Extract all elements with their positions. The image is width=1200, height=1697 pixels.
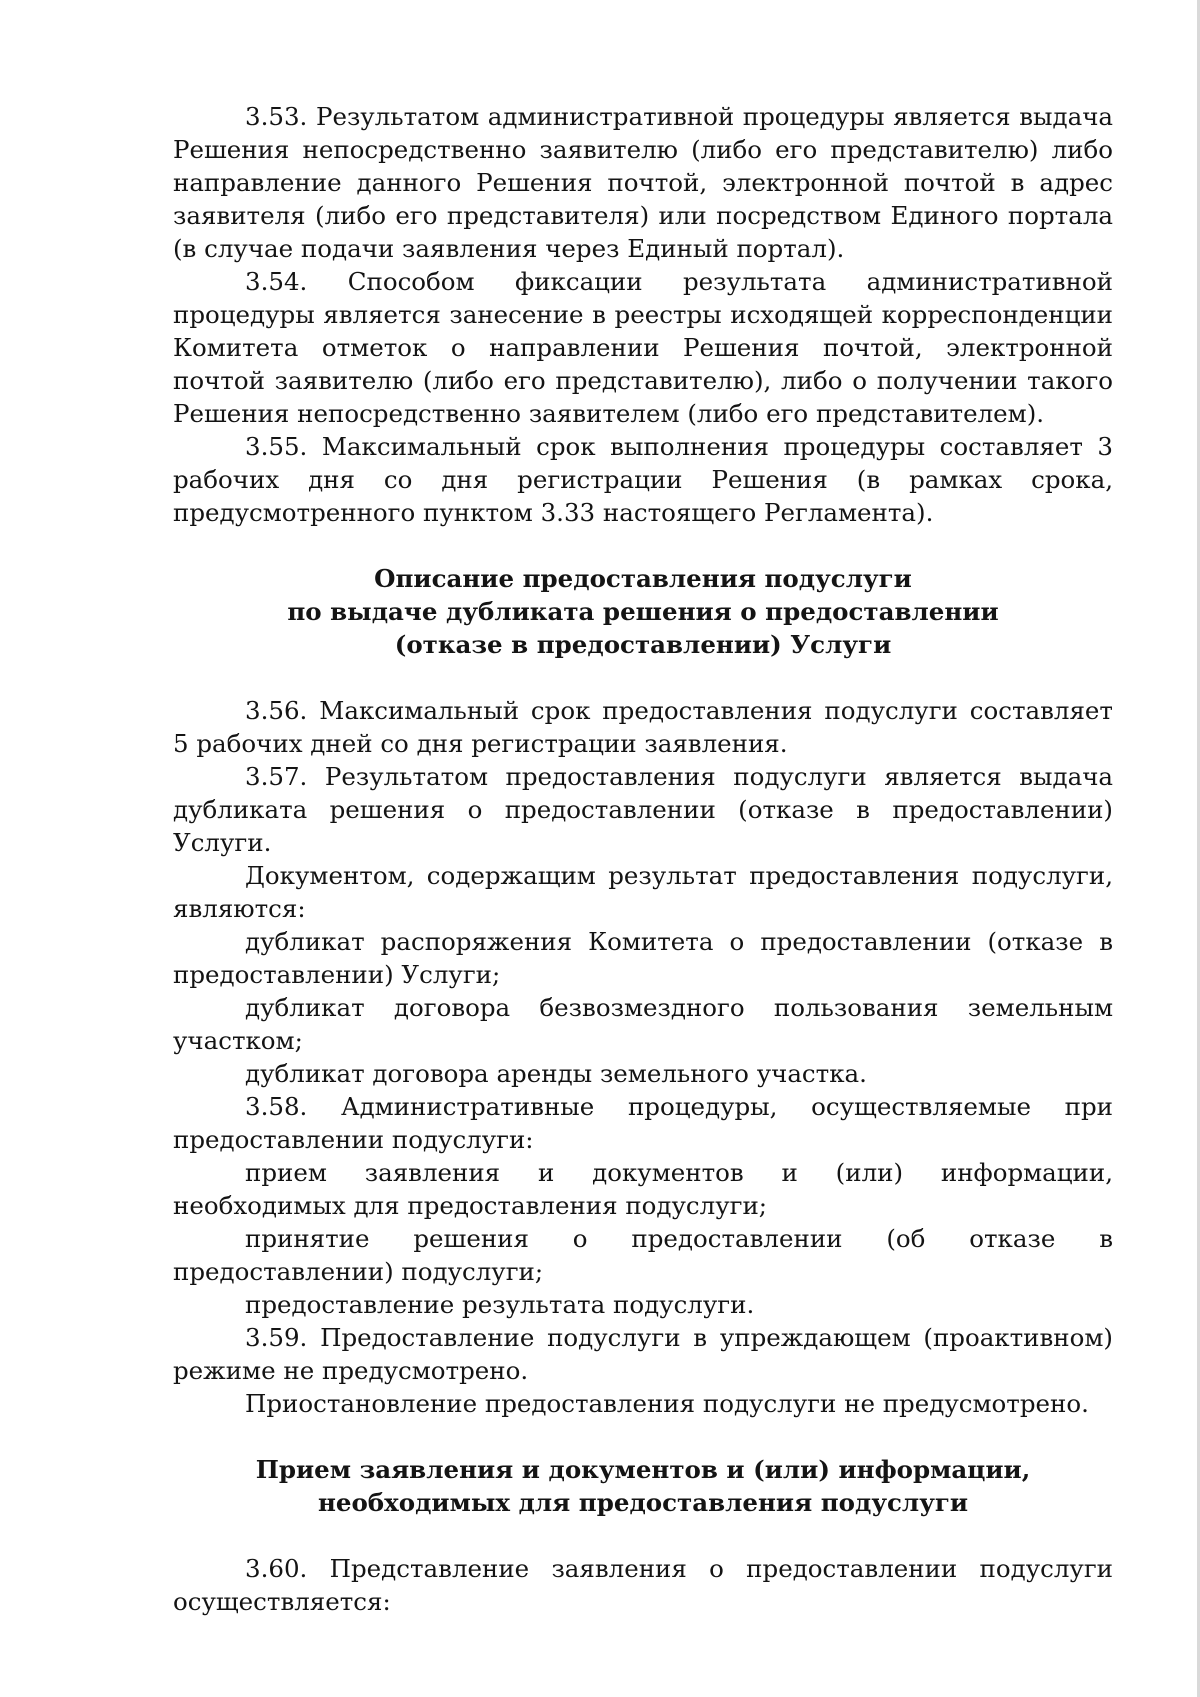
list-item-duplicate-lease: дубликат договора аренды земельного участка.: [245, 1059, 867, 1088]
section-heading-reception: [173, 1453, 1113, 1519]
paragraph-3-58: 3.58. Административные процедуры, осуществляемые при предоставлении подуслуги:: [173, 1092, 1113, 1154]
list-item-decision: принятие решения о предоставлении (об отказе в предоставлении) подуслуги;: [173, 1224, 1113, 1286]
paragraph-3-60: 3.60. Представление заявления о предоставлении подуслуги осуществляется:: [173, 1554, 1113, 1616]
paragraph-3-56: 3.56. Максимальный срок предоставления подуслуги составляет 5 рабочих дней со дня регистрации заявления.: [173, 696, 1113, 758]
paragraph-3-59: 3.59. Предоставление подуслуги в упреждающем (проактивном) режиме не предусмотрено.: [173, 1323, 1113, 1385]
document-page: [173, 100, 1113, 1618]
paragraph-3-55: 3.55. Максимальный срок выполнения процедуры составляет 3 рабочих дня со дня регистрации Решения (в рамках срока, предусмотренного пунктом 3.33 настоящего Регламента).: [173, 432, 1113, 527]
heading-line: по выдаче дубликата решения о предоставлении: [287, 597, 999, 626]
list-item-duplicate-free-use: дубликат договора безвозмездного пользования земельным участком;: [173, 993, 1113, 1055]
section-heading-duplicate: [173, 562, 1113, 661]
paragraph-result-documents: Документом, содержащим результат предоставления подуслуги, являются:: [173, 861, 1113, 923]
paragraph-3-57: 3.57. Результатом предоставления подуслуги является выдача дубликата решения о предоставлении (отказе в предоставлении) Услуги.: [173, 762, 1113, 857]
paragraph-3-54: 3.54. Способом фиксации результата административной процедуры является занесение в реестры исходящей корреспонденции Комитета отметок о направлении Решения почтой, электронной почтой заявителю (либо его представителю), либо о получении такого Решения непосредственно заявителем (либо его представителем).: [173, 267, 1113, 428]
heading-line: Описание предоставления подуслуги: [374, 564, 912, 593]
list-item-duplicate-order: дубликат распоряжения Комитета о предоставлении (отказе в предоставлении) Услуги;: [173, 927, 1113, 989]
list-item-result: предоставление результата подуслуги.: [245, 1290, 755, 1319]
paragraph-3-53: 3.53. Результатом административной процедуры является выдача Решения непосредственно заявителю (либо его представителю) либо направление данного Решения почтой, электронной почтой в адрес заявителя (либо его представителя) или посредством Единого портала (в случае подачи заявления через Единый портал).: [173, 102, 1113, 263]
heading-line: (отказе в предоставлении) Услуги: [394, 630, 892, 659]
heading-line: необходимых для предоставления подуслуги: [317, 1488, 969, 1517]
heading-line: Прием заявления и документов и (или) информации,: [255, 1455, 1031, 1484]
paragraph-suspension: Приостановление предоставления подуслуги не предусмотрено.: [245, 1389, 1089, 1418]
list-item-reception: прием заявления и документов и (или) информации, необходимых для предоставления подуслуги;: [173, 1158, 1113, 1220]
